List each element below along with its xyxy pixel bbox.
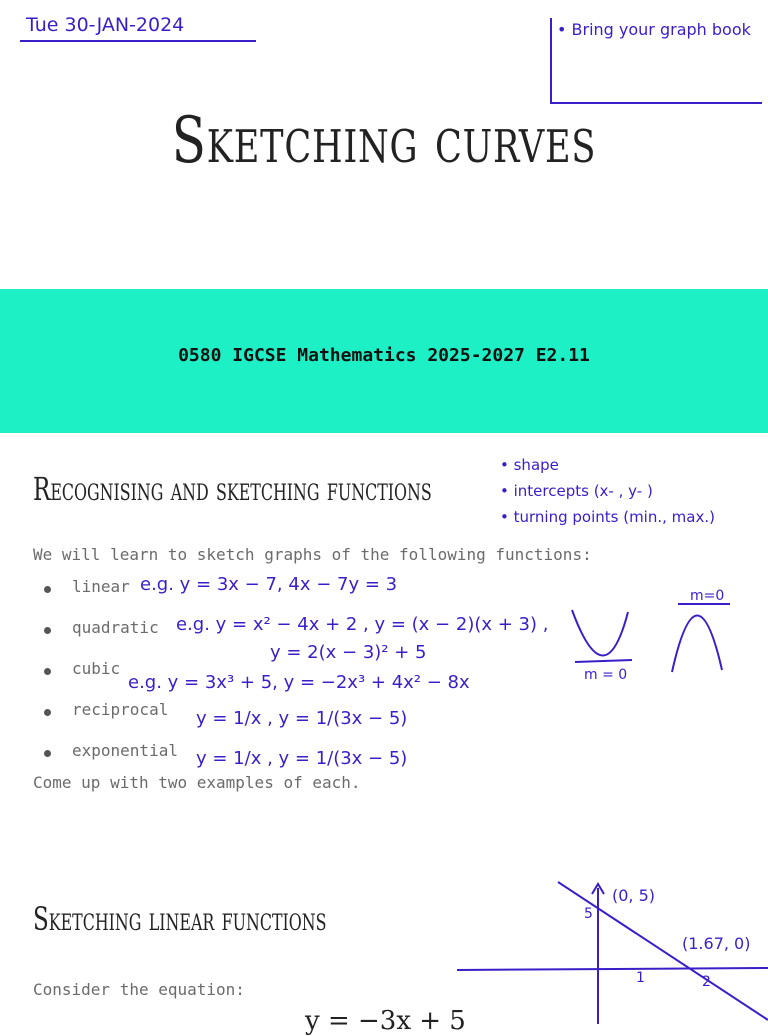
min-gradient-label: m = 0 [584, 667, 628, 683]
note-text: • Bring your graph book [557, 20, 751, 39]
tick-label-five: 5 [584, 906, 593, 922]
example-cubic: e.g. y = 3x³ + 5, y = −2x³ + 4x² − 8x [128, 672, 470, 693]
parabola-min-sketch [572, 610, 628, 656]
example-reciprocal: y = 1/x , y = 1/(3x − 5) [196, 708, 408, 729]
example-linear: e.g. y = 3x − 7, 4x − 7y = 3 [140, 574, 398, 595]
example-exponential: y = 1/x , y = 1/(3x − 5) [196, 748, 408, 769]
section-heading-linear: Sketching linear functions [33, 900, 327, 938]
tick-label-one: 1 [636, 970, 645, 986]
partial-equation: y = −3x + 5 [305, 1006, 466, 1036]
tick-label-two: 2 [702, 974, 711, 990]
example-quadratic: e.g. y = x² − 4x + 2 , y = (x − 2)(x + 3) , [176, 614, 549, 635]
annotation-intercepts: • intercepts (x- , y- ) [500, 482, 653, 500]
parabola-max-sketch [672, 615, 722, 672]
annotation-shape: • shape [500, 456, 559, 474]
max-gradient-label: m=0 [690, 588, 725, 604]
example-quadratic-2: y = 2(x − 3)² + 5 [270, 642, 427, 663]
x-axis-line [457, 968, 768, 970]
date-label: Tue 30-JAN-2024 [26, 14, 185, 36]
x-intercept-label: (1.67, 0) [682, 934, 751, 953]
consider-text: Consider the equation: [33, 980, 245, 999]
annotation-turning-points: • turning points (min., max.) [500, 508, 715, 526]
item-label-linear: linear [72, 577, 130, 596]
section-heading-functions: Recognising and sketching functions [33, 470, 432, 508]
page-title: Sketching curves [171, 104, 597, 178]
item-label-cubic: cubic [72, 659, 121, 678]
banner-text: 0580 IGCSE Mathematics 2025-2027 E2.11 [178, 345, 590, 366]
item-label-exponential: exponential [72, 741, 178, 760]
tangent-min-line [575, 660, 632, 662]
item-label-quadratic: quadratic [72, 618, 159, 637]
outro-text: Come up with two examples of each. [33, 773, 361, 792]
y-intercept-label: (0, 5) [612, 886, 656, 905]
item-label-reciprocal: reciprocal [72, 700, 169, 719]
intro-text: We will learn to sketch graphs of the following functions: [33, 545, 592, 564]
